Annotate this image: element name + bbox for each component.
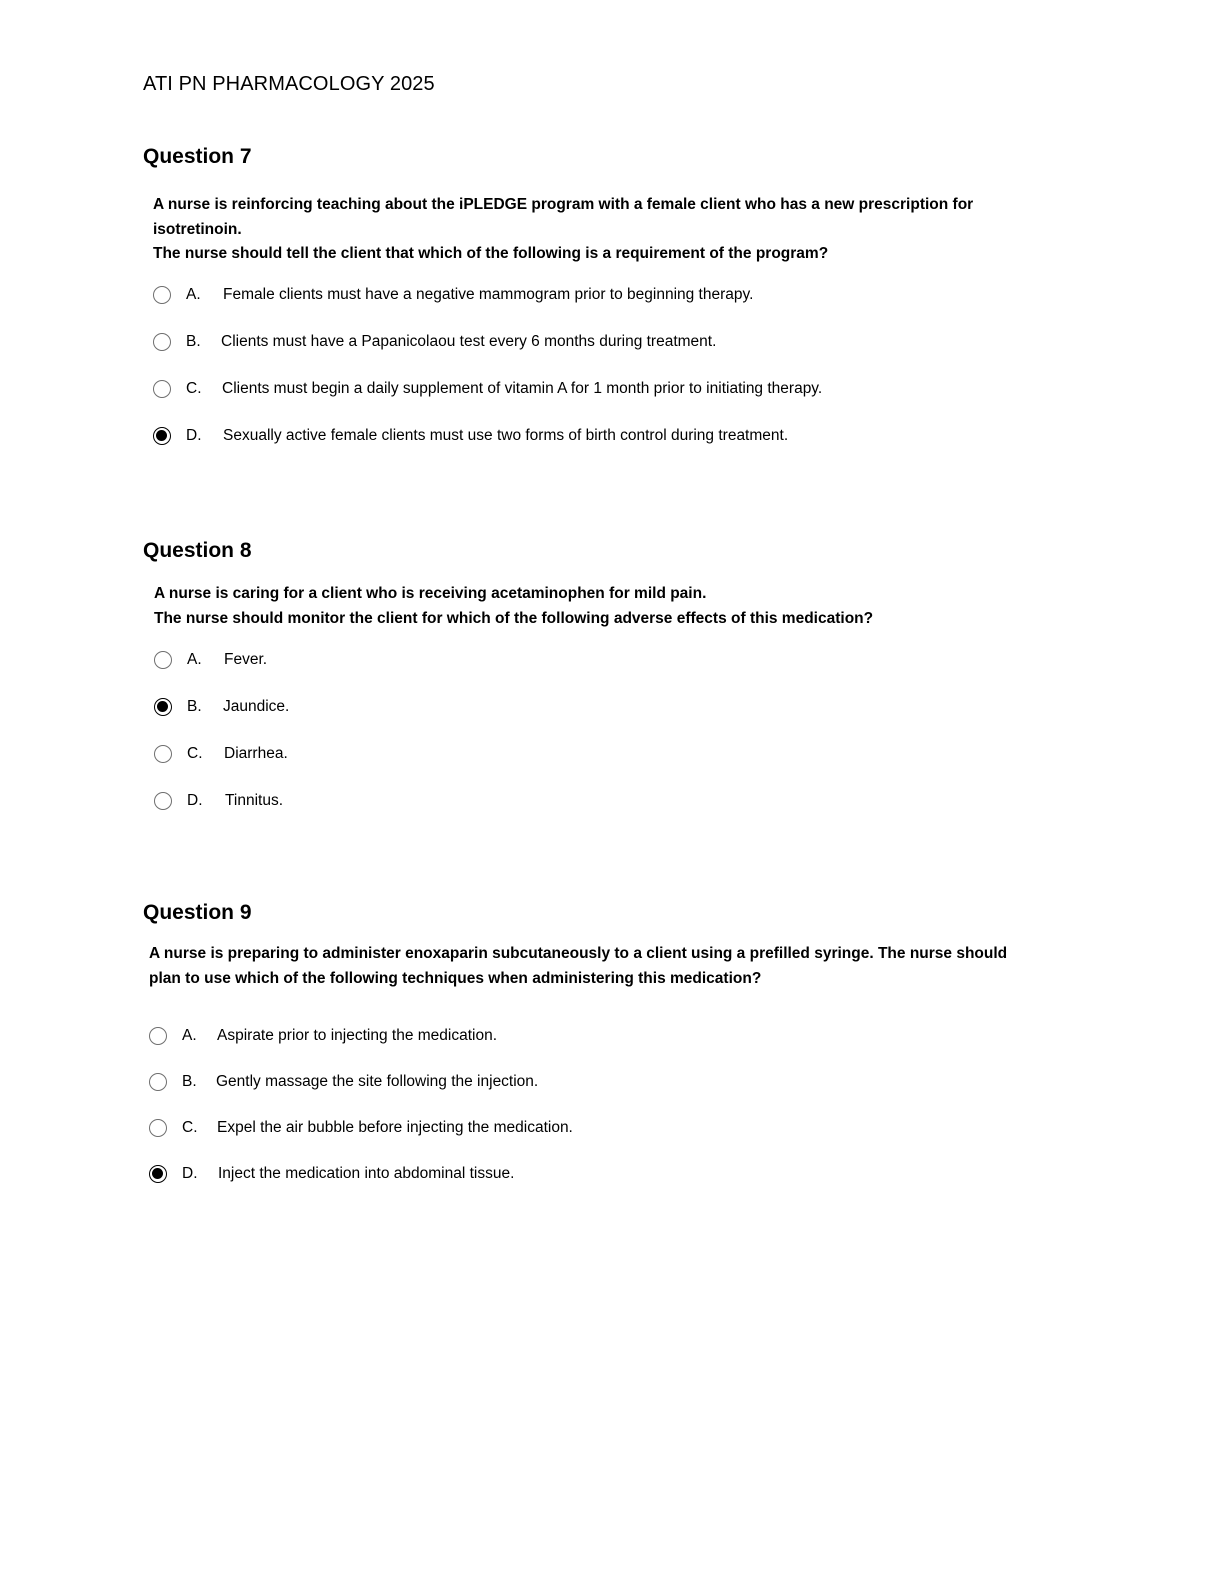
question-title: Question 7 [143, 145, 252, 168]
option-text: Clients must have a Papanicolaou test every 6 months during treatment. [221, 333, 717, 350]
option-text: Gently massage the site following the injection. [216, 1073, 539, 1090]
question-title: Question 8 [143, 539, 252, 562]
radio-button[interactable] [149, 1073, 167, 1091]
option-text: Aspirate prior to injecting the medication. [217, 1027, 498, 1044]
option-letter: D. [186, 427, 202, 444]
question-stem-line: The nurse should monitor the client for which of the following adverse effects of this medication? [154, 609, 874, 627]
option-letter: C. [182, 1119, 198, 1136]
question-stem-line: A nurse is caring for a client who is receiving acetaminophen for mild pain. [154, 585, 707, 602]
radio-button[interactable] [153, 427, 171, 445]
question-title: Question 9 [143, 901, 252, 924]
radio-button[interactable] [154, 745, 172, 763]
option-text: Tinnitus. [225, 792, 284, 809]
option-text: Clients must begin a daily supplement of vitamin A for 1 month prior to initiating therapy. [222, 380, 823, 397]
option-text: Sexually active female clients must use two forms of birth control during treatment. [223, 427, 789, 444]
radio-button[interactable] [149, 1165, 167, 1183]
radio-button[interactable] [154, 698, 172, 716]
question-stem [154, 582, 1044, 631]
option-text: Jaundice. [223, 698, 290, 715]
option-letter: A. [182, 1027, 197, 1044]
option-text: Female clients must have a negative mammogram prior to beginning therapy. [223, 286, 754, 303]
option-letter: B. [186, 333, 201, 350]
question-stem [149, 942, 1039, 991]
question-stem [153, 193, 1043, 267]
option-text: Expel the air bubble before injecting the medication. [217, 1119, 573, 1136]
option-letter: A. [186, 286, 201, 303]
question-stem-line: A nurse is reinforcing teaching about the iPLEDGE program with a female client who has a new prescription for [153, 196, 974, 213]
radio-button[interactable] [153, 286, 171, 304]
radio-button[interactable] [149, 1027, 167, 1045]
question-stem-line: A nurse is preparing to administer enoxaparin subcutaneously to a client using a prefilled syringe. The nurse should [149, 945, 1008, 962]
option-text: Inject the medication into abdominal tissue. [218, 1165, 515, 1182]
option-letter: B. [182, 1073, 197, 1090]
option-letter: A. [187, 651, 202, 668]
question-stem-line: The nurse should tell the client that which of the following is a requirement of the program? [153, 245, 829, 262]
option-letter: D. [182, 1165, 198, 1182]
question-stem-line: plan to use which of the following techniques when administering this medication? [149, 969, 762, 987]
option-letter: B. [187, 698, 202, 715]
radio-button[interactable] [154, 792, 172, 810]
option-letter: C. [186, 380, 202, 397]
radio-button[interactable] [149, 1119, 167, 1137]
option-text: Fever. [224, 651, 268, 668]
option-text: Diarrhea. [224, 745, 288, 762]
document-header: ATI PN PHARMACOLOGY 2025 [143, 73, 435, 95]
option-letter: C. [187, 745, 203, 762]
option-letter: D. [187, 792, 203, 809]
radio-button[interactable] [154, 651, 172, 669]
question-stem-line: isotretinoin. [153, 220, 242, 238]
radio-button[interactable] [153, 333, 171, 351]
radio-button[interactable] [153, 380, 171, 398]
